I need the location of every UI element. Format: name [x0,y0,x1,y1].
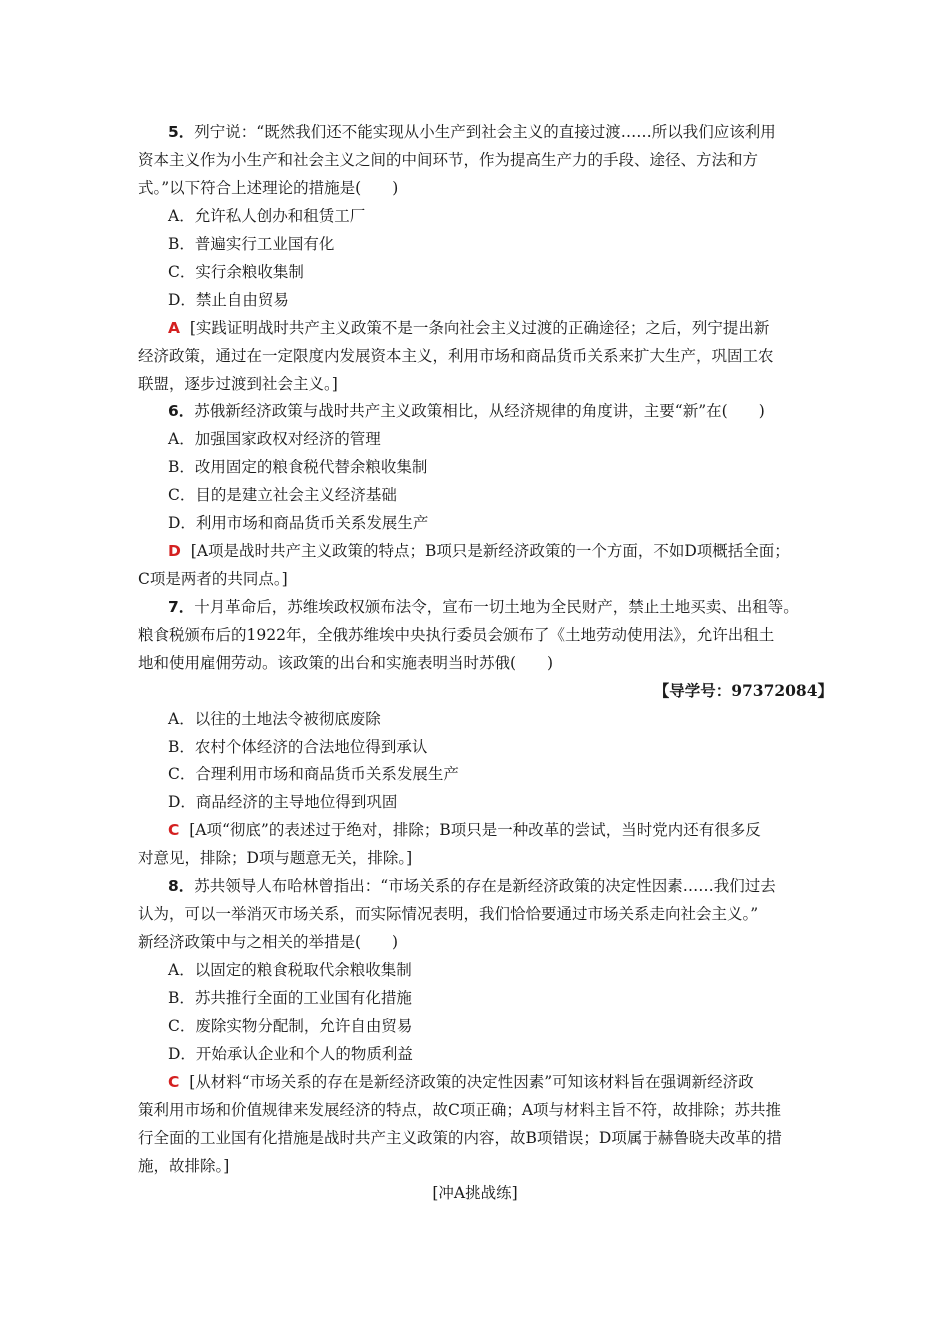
q5-option-b: B．普遍实行工业国有化 [168,235,335,253]
q7-number: 7． [168,598,195,616]
q7-explanation-line-2: 对意见，排除；D项与题意无关，排除。] [138,849,413,867]
q6-explanation-line-1: D [A项是战时共产主义政策的特点；B项只是新经济政策的一个方面，不如D项概括全面； [168,542,790,560]
q8-explanation-line-4: 施，故排除。] [138,1157,230,1175]
q5-stem-line-3: 式。”以下符合上述理论的措施是( ) [138,179,399,197]
q5-explanation-line-3: 联盟，逐步过渡到社会主义。] [138,375,338,393]
q7-stem-line-1: 7．十月革命后，苏维埃政权颁布法令，宣布一切土地为全民财产，禁止土地买卖、出租等。 [168,598,799,616]
q6-option-d: D．利用市场和商品货币关系发展生产 [168,514,429,532]
q5-option-a: A．允许私人创办和租赁工厂 [168,207,366,225]
q8-answer: C [168,1073,180,1091]
q7-option-d: D．商品经济的主导地位得到巩固 [168,793,398,811]
q5-answer: A [168,319,180,337]
q7-stem-line-2: 粮食税颁布后的1922年，全俄苏维埃中央执行委员会颁布了《土地劳动使用法》，允许出租土 [138,626,775,644]
q6-stem-line-1: 6．苏俄新经济政策与战时共产主义政策相比，从经济规律的角度讲，主要“新”在( ) [168,402,765,420]
q8-option-a: A．以固定的粮食税取代余粮收集制 [168,961,412,979]
q8-stem-line-2: 认为，可以一举消灭市场关系，而实际情况表明，我们恰恰要通过市场关系走向社会主义。” [138,905,759,923]
q8-stem-line-3: 新经济政策中与之相关的举措是( ) [138,933,399,951]
q8-number: 8． [168,877,195,895]
q5-stem-line-1: 5．列宁说：“既然我们还不能实现从小生产到社会主义的直接过渡……所以我们应该利用 [168,123,776,141]
q6-explanation-line-2: C项是两者的共同点。] [138,570,288,588]
q6-number: 6． [168,402,195,420]
q5-number: 5． [168,123,195,141]
q5-option-c: C．实行余粮收集制 [168,263,304,281]
q8-stem-line-1: 8．苏共领导人布哈林曾指出：“市场关系的存在是新经济政策的决定性因素……我们过去 [168,877,776,895]
q8-explanation-line-1: C [从材料“市场关系的存在是新经济政策的决定性因素”可知该材料旨在强调新经济政 [168,1073,754,1091]
section-title: [冲A挑战练] [432,1184,518,1202]
q6-option-a: A．加强国家政权对经济的管理 [168,430,381,448]
q7-answer: C [168,821,180,839]
q8-option-d: D．开始承认企业和个人的物质利益 [168,1045,413,1063]
q7-option-b: B．农村个体经济的合法地位得到承认 [168,738,428,756]
q7-option-a: A．以往的土地法令被彻底废除 [168,710,381,728]
q6-answer: D [168,542,181,560]
q5-explanation-line-1: A [实践证明战时共产主义政策不是一条向社会主义过渡的正确途径；之后，列宁提出新 [168,319,770,337]
q8-option-c: C．废除实物分配制，允许自由贸易 [168,1017,413,1035]
q5-option-d: D．禁止自由贸易 [168,291,289,309]
q7-explanation-line-1: C [A项“彻底”的表述过于绝对，排除；B项只是一种改革的尝试，当时党内还有很多反 [168,821,761,839]
q7-reference-number: 【导学号：97372084】 [653,681,833,700]
q8-explanation-line-3: 行全面的工业国有化措施是战时共产主义政策的内容，故B项错误；D项属于赫鲁晓夫改革的措 [138,1129,782,1147]
q6-option-b: B．改用固定的粮食税代替余粮收集制 [168,458,428,476]
q7-option-c: C．合理利用市场和商品货币关系发展生产 [168,765,459,783]
q6-option-c: C．目的是建立社会主义经济基础 [168,486,397,504]
q8-option-b: B．苏共推行全面的工业国有化措施 [168,989,412,1007]
q5-stem-line-2: 资本主义作为小生产和社会主义之间的中间环节，作为提高生产力的手段、途径、方法和方 [138,151,759,169]
q8-explanation-line-2: 策利用市场和价值规律来发展经济的特点，故C项正确；A项与材料主旨不符，故排除；苏共推 [138,1101,782,1119]
q5-explanation-line-2: 经济政策，通过在一定限度内发展资本主义，利用市场和商品货币关系来扩大生产，巩固工农 [138,347,774,365]
q7-stem-line-3: 地和使用雇佣劳动。该政策的出台和实施表明当时苏俄( ) [138,654,554,672]
